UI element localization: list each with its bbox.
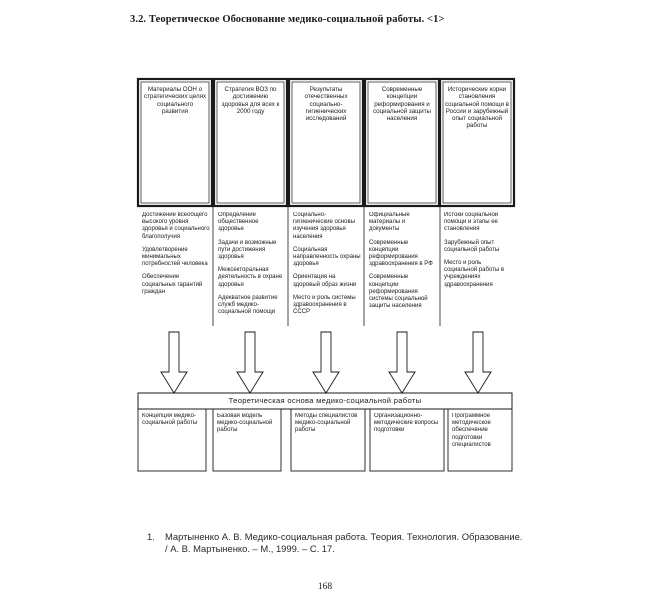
description-item: Место и роль системы здравоохранения в СССР <box>293 294 356 316</box>
description-item: Место и роль социальной работы в учреждениях здравоохранения <box>444 260 505 288</box>
page-title: 3.2. Теоретическое Обоснование медико-социальной работы. <1> <box>130 14 445 25</box>
top-box-4: Современные концепции реформирования и социальной защиты населения <box>372 86 432 123</box>
description-item: Адекватное развитие служб медико-социальной помощи <box>218 294 278 316</box>
footnote-text: Мартыненко А. В. Медико-социальная работа. Теория. Технология. Образование. / А. В. Мартыненко. – М., 1999. – С. 17. <box>165 531 523 554</box>
arrow-down-4 <box>389 332 415 393</box>
arrow-down-1 <box>161 332 187 393</box>
bottom-box-4: Организационно-методические вопросы подготовки <box>374 413 439 434</box>
arrow-down-3 <box>313 332 339 393</box>
arrow-down-5 <box>465 332 491 393</box>
description-item: Современные концепции реформирования здравоохранения в РФ <box>369 239 433 268</box>
description-item: Истоки социальной помощи и этапы ее становления <box>444 212 499 233</box>
description-item: Обеспечение социальных гарантий граждан <box>142 274 203 295</box>
top-box-1: Материалы ООН о стратегических целях социального развития <box>143 86 207 115</box>
description-item: Определение общественное здоровье <box>218 212 259 233</box>
top-box-5: Исторические корни становления социальной помощи в России и зарубежный опыт социальной работы <box>445 86 509 130</box>
description-column-4 <box>369 212 437 328</box>
arrow-down-2 <box>237 332 263 393</box>
bottom-box-5: Программное методическое обеспечение подготовки специалистов <box>452 413 491 448</box>
description-item: Социальная направленность охраны здоровья <box>293 246 361 268</box>
description-column-1 <box>142 212 210 328</box>
bottom-box-1: Концепция медико-социальной работы <box>142 413 198 427</box>
description-item: Официальные материалы и документы <box>369 212 410 233</box>
top-box-3: Результаты отечественных социально-гигиенических исследований <box>304 86 348 123</box>
bottom-box-3: Методы специалистов медико-социальной работы <box>295 413 358 434</box>
description-item: Достижение всеобщего высокого уровня здоровья и социального благополучия <box>142 212 210 240</box>
description-item: Зарубежный опыт социальной работы <box>444 239 500 253</box>
page-number: 168 <box>317 582 333 592</box>
top-box-2: Стратегия ВОЗ по достижению здоровья для всех к 2000 году <box>221 86 280 115</box>
description-item: Социально-гигиенические основы изучения здоровья населения <box>293 212 356 240</box>
description-item: Межсекторальная деятельность в охране здоровья <box>218 267 283 288</box>
description-item: Удовлетворение минимальных потребностей человека <box>142 246 208 268</box>
footnote-number: 1. <box>147 531 155 542</box>
description-column-5 <box>444 212 512 328</box>
description-item: Задачи и возможные пути достижения здоровья <box>218 239 277 261</box>
description-column-2 <box>218 212 285 328</box>
bottom-box-2: Базовая модель медико-социальной работы <box>217 413 273 434</box>
description-item: Ориентация на здоровый образ жизни <box>293 274 357 288</box>
banner-title: Теоретическая основа медико-социальной работы <box>228 396 422 405</box>
description-item: Современные концепции реформирования системы социальной защиты населения <box>369 274 428 310</box>
description-column-3 <box>293 212 361 328</box>
